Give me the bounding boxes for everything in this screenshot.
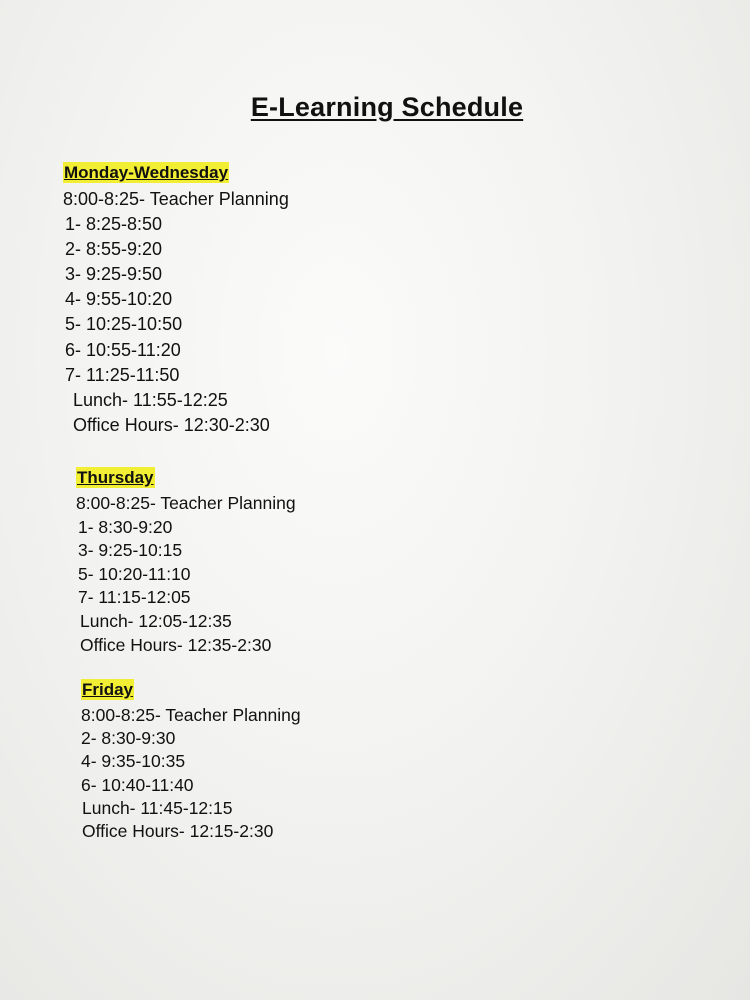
schedule-row: 8:00-8:25- Teacher Planning bbox=[63, 189, 289, 209]
schedule-row: 2- 8:30-9:30 bbox=[81, 728, 176, 749]
schedule-row: 3- 9:25-10:15 bbox=[78, 540, 183, 561]
schedule-row: Office Hours- 12:15-2:30 bbox=[82, 821, 274, 842]
section-friday bbox=[81, 679, 301, 843]
section-thursday bbox=[76, 467, 296, 657]
schedule-row: 6- 10:40-11:40 bbox=[81, 774, 194, 795]
section-heading: Monday-Wednesday bbox=[64, 163, 229, 182]
schedule-row: 7- 11:25-11:50 bbox=[65, 364, 180, 385]
schedule-row: Lunch- 12:05-12:35 bbox=[80, 610, 232, 631]
schedule-row: 1- 8:25-8:50 bbox=[65, 214, 163, 235]
schedule-list bbox=[63, 187, 289, 438]
schedule-row: Lunch- 11:45-12:15 bbox=[82, 797, 233, 818]
schedule-row: Office Hours- 12:30-2:30 bbox=[73, 414, 270, 435]
schedule-row: 4- 9:35-10:35 bbox=[81, 751, 186, 772]
schedule-row: 5- 10:20-11:10 bbox=[78, 563, 191, 584]
page-title: E-Learning Schedule bbox=[250, 92, 524, 122]
schedule-row: 5- 10:25-10:50 bbox=[65, 314, 183, 335]
schedule-row: 2- 8:55-9:20 bbox=[65, 239, 163, 260]
schedule-row: 8:00-8:25- Teacher Planning bbox=[76, 493, 296, 513]
section-heading: Thursday bbox=[77, 468, 154, 487]
schedule-row: 7- 11:15-12:05 bbox=[78, 587, 191, 608]
schedule-row: 3- 9:25-9:50 bbox=[65, 264, 163, 285]
schedule-row: 4- 9:55-10:20 bbox=[65, 289, 173, 310]
section-heading: Friday bbox=[82, 680, 134, 699]
schedule-row: 6- 10:55-11:20 bbox=[65, 339, 181, 360]
schedule-row: Lunch- 11:55-12:25 bbox=[73, 389, 228, 410]
schedule-list bbox=[76, 492, 296, 657]
schedule-list bbox=[81, 704, 301, 843]
section-monday-wednesday bbox=[63, 162, 289, 438]
schedule-row: 8:00-8:25- Teacher Planning bbox=[81, 705, 301, 725]
schedule-row: Office Hours- 12:35-2:30 bbox=[80, 634, 272, 655]
schedule-row: 1- 8:30-9:20 bbox=[78, 516, 173, 537]
